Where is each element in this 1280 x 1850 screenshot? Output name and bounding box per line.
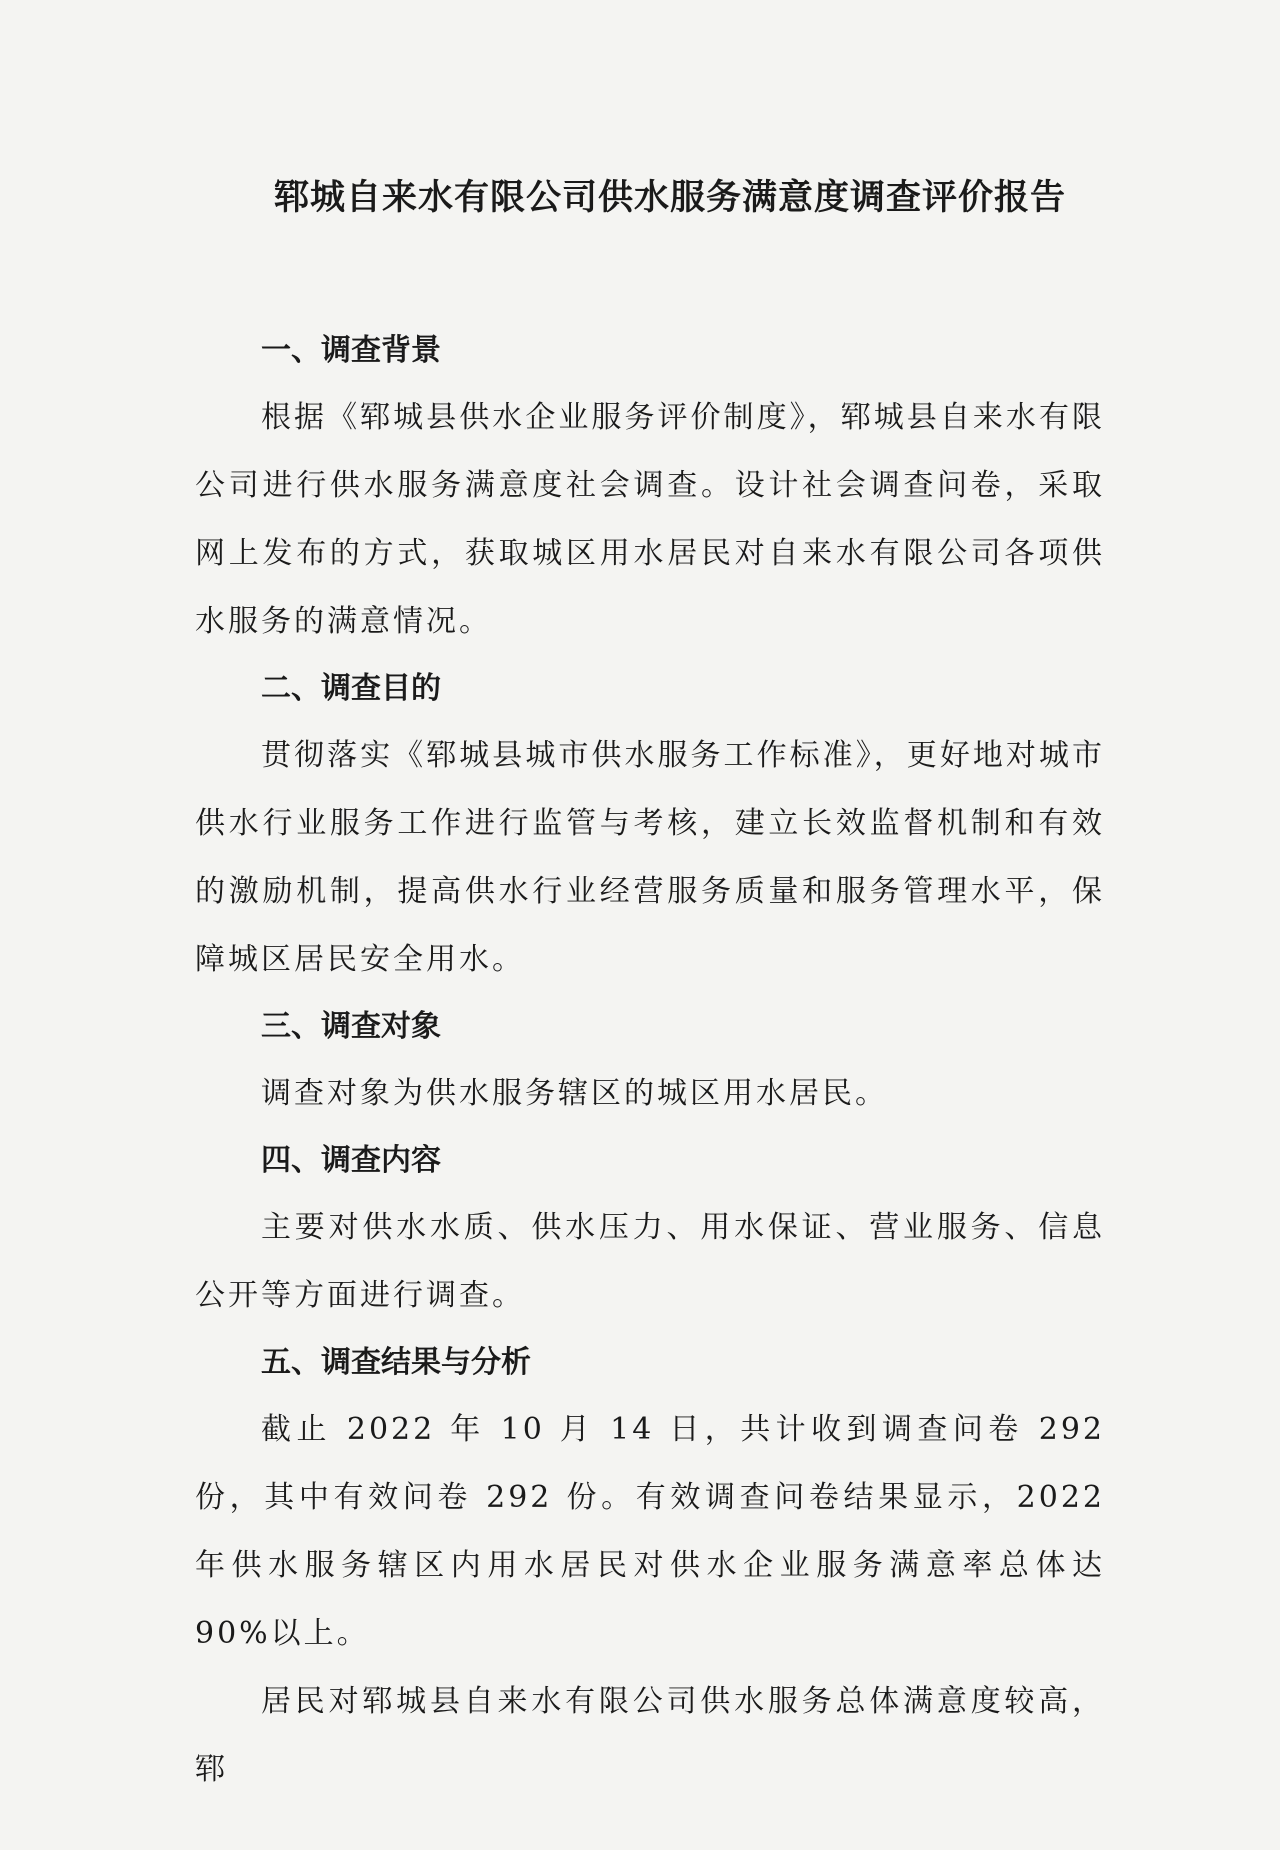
paragraph: 贯彻落实《郓城县城市供水服务工作标准》，更好地对城市供水行业服务工作进行监管与考核，建立长效监督机制和有效的激励机制，提高供水行业经营服务质量和服务管理水平，保障城区居民安全用水。 <box>195 738 1105 977</box>
paragraph: 居民对郓城县自来水有限公司供水服务总体满意度较高，郓 <box>195 1684 1105 1787</box>
paragraph: 调查对象为供水服务辖区的城区用水居民。 <box>261 1076 888 1111</box>
paragraph: 主要对供水水质、供水压力、用水保证、营业服务、信息公开等方面进行调查。 <box>195 1210 1105 1313</box>
section-heading: 一、调查背景 <box>261 333 441 368</box>
section-content <box>195 1128 1105 1330</box>
section-results <box>195 1330 1105 1804</box>
document-title: 郓城自来水有限公司供水服务满意度调查评价报告 <box>273 178 1066 218</box>
section-purpose <box>195 656 1105 994</box>
paragraph: 根据《郓城县供水企业服务评价制度》，郓城县自来水有限公司进行供水服务满意度社会调查。设计社会调查问卷，采取网上发布的方式，获取城区用水居民对自来水有限公司各项供水服务的满意情况。 <box>195 400 1105 639</box>
section-heading: 四、调查内容 <box>261 1143 441 1178</box>
section-background <box>195 318 1105 656</box>
section-heading: 二、调查目的 <box>261 671 441 706</box>
section-subjects <box>195 994 1105 1128</box>
paragraph: 截止 2022 年 10 月 14 日，共计收到调查问卷 292 份，其中有效问卷 292 份。有效调查问卷结果显示，2022 年供水服务辖区内用水居民对供水企业服务满意率总体达 90%以上。 <box>195 1412 1105 1651</box>
section-heading: 三、调查对象 <box>261 1009 441 1044</box>
section-heading: 五、调查结果与分析 <box>261 1345 531 1380</box>
